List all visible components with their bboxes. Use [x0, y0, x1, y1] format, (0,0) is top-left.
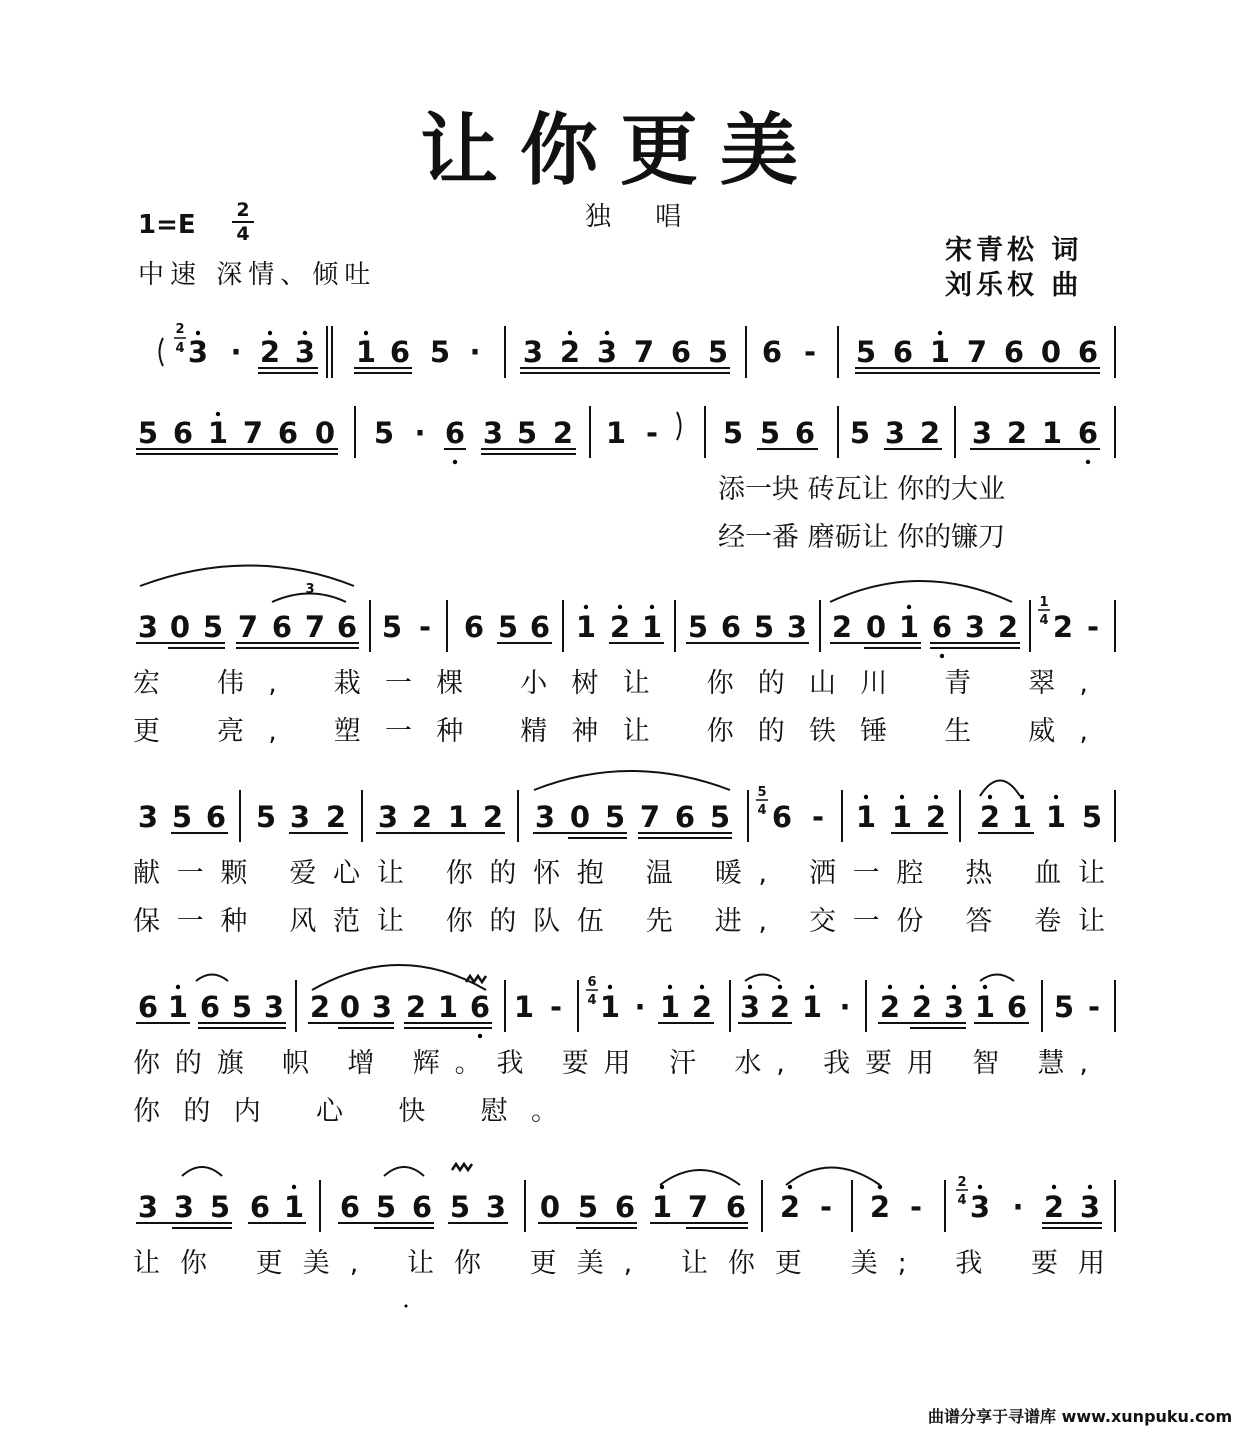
- svg-text:2: 2: [325, 800, 347, 834]
- svg-text:5: 5: [722, 416, 744, 450]
- svg-text:3: 3: [1079, 1190, 1101, 1224]
- svg-text:5: 5: [209, 1190, 231, 1224]
- svg-text:6: 6: [469, 990, 491, 1024]
- svg-text:6: 6: [1003, 335, 1025, 369]
- lyric-line-3-verse-2: 更 亮, 塑一种 精神让 你的铁锤 生 威,: [133, 716, 1089, 747]
- svg-text:5: 5: [381, 610, 403, 644]
- svg-text:6: 6: [614, 1190, 636, 1224]
- svg-text:1: 1: [513, 990, 535, 1024]
- svg-text:2: 2: [831, 610, 853, 644]
- svg-text:1: 1: [1011, 800, 1033, 834]
- svg-text:5: 5: [855, 335, 877, 369]
- time-signature-denominator: 4: [236, 223, 250, 245]
- svg-text:6: 6: [277, 416, 299, 450]
- svg-text:5: 5: [1081, 800, 1103, 834]
- svg-text:4: 4: [757, 803, 767, 818]
- svg-text:1: 1: [891, 800, 913, 834]
- svg-text:6: 6: [463, 610, 485, 644]
- svg-text:5: 5: [375, 1190, 397, 1224]
- lyric-line-4-verse-2: 保一种 风范让 你的队伍 先 进, 交一份 答 卷让: [133, 906, 1105, 937]
- score-system-2: [136, 406, 1115, 464]
- svg-text:2: 2: [997, 610, 1019, 644]
- svg-text:6: 6: [761, 335, 783, 369]
- svg-text:0: 0: [314, 416, 336, 450]
- svg-text:3: 3: [137, 800, 159, 834]
- svg-text:2: 2: [919, 416, 941, 450]
- svg-text:3: 3: [305, 582, 315, 597]
- composer-credit: 刘乐权 曲: [945, 270, 1083, 301]
- svg-text:6: 6: [674, 800, 696, 834]
- svg-text:5: 5: [709, 800, 731, 834]
- svg-text:1: 1: [641, 610, 663, 644]
- svg-text:7: 7: [639, 800, 661, 834]
- svg-text:1: 1: [575, 610, 597, 644]
- svg-text:6: 6: [205, 800, 227, 834]
- svg-text:-: -: [418, 610, 432, 644]
- svg-text:6: 6: [339, 1190, 361, 1224]
- svg-text:5: 5: [753, 610, 775, 644]
- svg-text:2: 2: [869, 1190, 891, 1224]
- svg-text:1: 1: [929, 335, 951, 369]
- svg-text:2: 2: [1006, 416, 1028, 450]
- svg-text:-: -: [909, 1190, 923, 1224]
- svg-text:6: 6: [720, 610, 742, 644]
- svg-text:3: 3: [786, 610, 808, 644]
- svg-text:1: 1: [605, 416, 627, 450]
- svg-text:1: 1: [1039, 595, 1049, 610]
- svg-text:3: 3: [522, 335, 544, 369]
- svg-text:5: 5: [449, 1190, 471, 1224]
- svg-text:3: 3: [173, 1190, 195, 1224]
- svg-text:4: 4: [957, 1193, 967, 1208]
- svg-text:7: 7: [242, 416, 264, 450]
- svg-text:5: 5: [759, 416, 781, 450]
- svg-text:6: 6: [271, 610, 293, 644]
- svg-text:3: 3: [294, 335, 316, 369]
- svg-text:2: 2: [552, 416, 574, 450]
- svg-text:6: 6: [137, 990, 159, 1024]
- svg-text:6: 6: [444, 416, 466, 450]
- svg-text:6: 6: [670, 335, 692, 369]
- svg-text:6: 6: [199, 990, 221, 1024]
- svg-text:6: 6: [931, 610, 953, 644]
- svg-text:3: 3: [377, 800, 399, 834]
- page-title: 让你更美: [419, 106, 820, 196]
- svg-text:1: 1: [437, 990, 459, 1024]
- svg-text:6: 6: [771, 800, 793, 834]
- svg-text:3: 3: [482, 416, 504, 450]
- svg-text:3: 3: [137, 610, 159, 644]
- svg-text:3: 3: [596, 335, 618, 369]
- svg-text:1: 1: [974, 990, 996, 1024]
- svg-text:5: 5: [516, 416, 538, 450]
- svg-text:6: 6: [249, 1190, 271, 1224]
- svg-text:2: 2: [779, 1190, 801, 1224]
- svg-text:5: 5: [255, 800, 277, 834]
- svg-text:7: 7: [633, 335, 655, 369]
- svg-text:6: 6: [172, 416, 194, 450]
- svg-text:1: 1: [447, 800, 469, 834]
- stray-mark: [405, 1305, 408, 1308]
- svg-text:1: 1: [898, 610, 920, 644]
- svg-text:2: 2: [979, 800, 1001, 834]
- svg-text:1: 1: [659, 990, 681, 1024]
- svg-text:2: 2: [769, 990, 791, 1024]
- lyric-line-3-verse-1: 宏 伟, 栽一棵 小树让 你的山川 青 翠,: [133, 668, 1089, 699]
- svg-text:·: ·: [469, 335, 481, 369]
- svg-text:6: 6: [725, 1190, 747, 1224]
- svg-text:2: 2: [559, 335, 581, 369]
- svg-text:5: 5: [687, 610, 709, 644]
- svg-text:3: 3: [371, 990, 393, 1024]
- svg-text:3: 3: [187, 335, 209, 369]
- svg-text:0: 0: [539, 1190, 561, 1224]
- svg-text:1: 1: [1045, 800, 1067, 834]
- svg-text:7: 7: [304, 610, 326, 644]
- svg-text:6: 6: [892, 335, 914, 369]
- svg-text:0: 0: [1040, 335, 1062, 369]
- svg-text:5: 5: [497, 610, 519, 644]
- svg-text:1: 1: [599, 990, 621, 1024]
- svg-text:2: 2: [309, 990, 331, 1024]
- svg-text:6: 6: [794, 416, 816, 450]
- svg-text:·: ·: [414, 416, 426, 450]
- svg-text:2: 2: [259, 335, 281, 369]
- svg-text:3: 3: [884, 416, 906, 450]
- performance-type: 独 唱: [585, 202, 700, 232]
- svg-text:1: 1: [801, 990, 823, 1024]
- lyric-line-6-verse-1: 让你 更美, 让你 更美, 让你更 美; 我 要用: [133, 1248, 1106, 1279]
- lyric-line-2-verse-1: 添一块 砖瓦让 你的大业: [718, 474, 1006, 505]
- svg-text:2: 2: [911, 990, 933, 1024]
- svg-text:4: 4: [587, 993, 597, 1008]
- svg-text:5: 5: [171, 800, 193, 834]
- svg-text:7: 7: [966, 335, 988, 369]
- svg-text:2: 2: [691, 990, 713, 1024]
- svg-text:·: ·: [1012, 1190, 1024, 1224]
- svg-text:3: 3: [971, 416, 993, 450]
- svg-text:5: 5: [231, 990, 253, 1024]
- svg-text:5: 5: [577, 1190, 599, 1224]
- svg-text:5: 5: [137, 416, 159, 450]
- time-signature-numerator: 2: [236, 199, 250, 221]
- score-system-5: [136, 965, 1115, 1038]
- lyric-line-5-verse-1: 你的旗 帜 增 辉。我 要用 汗 水, 我要用 智 慧,: [133, 1048, 1088, 1079]
- svg-text:·: ·: [634, 990, 646, 1024]
- svg-text:3: 3: [485, 1190, 507, 1224]
- tempo-marking: 中速 深情、倾吐: [138, 260, 377, 290]
- svg-text:-: -: [819, 1190, 833, 1224]
- svg-text:3: 3: [534, 800, 556, 834]
- svg-text:3: 3: [739, 990, 761, 1024]
- svg-text:2: 2: [482, 800, 504, 834]
- svg-text:6: 6: [1077, 335, 1099, 369]
- svg-text:-: -: [645, 416, 659, 450]
- score-system-4: [138, 771, 1115, 842]
- svg-text:2: 2: [411, 800, 433, 834]
- svg-text:2: 2: [879, 990, 901, 1024]
- score-system-6: [136, 1164, 1115, 1232]
- svg-text:-: -: [1087, 990, 1101, 1024]
- svg-text:5: 5: [373, 416, 395, 450]
- svg-text:7: 7: [687, 1190, 709, 1224]
- svg-text:6: 6: [336, 610, 358, 644]
- score-system-3: [136, 566, 1115, 659]
- svg-text:2: 2: [175, 322, 185, 337]
- svg-text:5: 5: [707, 335, 729, 369]
- svg-text:5: 5: [202, 610, 224, 644]
- svg-text:-: -: [803, 335, 817, 369]
- svg-text:3: 3: [969, 1190, 991, 1224]
- svg-text:1: 1: [855, 800, 877, 834]
- svg-text:1: 1: [1041, 416, 1063, 450]
- svg-text:6: 6: [1077, 416, 1099, 450]
- svg-text:1: 1: [207, 416, 229, 450]
- svg-text:0: 0: [865, 610, 887, 644]
- svg-text:-: -: [811, 800, 825, 834]
- svg-text:6: 6: [411, 1190, 433, 1224]
- svg-text:·: ·: [230, 335, 242, 369]
- svg-text:3: 3: [263, 990, 285, 1024]
- lyricist-credit: 宋青松 词: [945, 235, 1083, 266]
- lyric-line-5-verse-2: 你的内 心 快 慰。: [133, 1096, 558, 1127]
- svg-text:6: 6: [529, 610, 551, 644]
- lyric-line-2-verse-2: 经一番 磨砺让 你的镰刀: [718, 522, 1006, 553]
- svg-text:5: 5: [757, 785, 767, 800]
- svg-text:2: 2: [925, 800, 947, 834]
- svg-text:0: 0: [339, 990, 361, 1024]
- svg-text:6: 6: [389, 335, 411, 369]
- svg-text:3: 3: [964, 610, 986, 644]
- svg-text:5: 5: [604, 800, 626, 834]
- svg-text:5: 5: [429, 335, 451, 369]
- svg-text:1: 1: [283, 1190, 305, 1224]
- svg-text:4: 4: [1039, 613, 1049, 628]
- svg-text:1: 1: [355, 335, 377, 369]
- svg-text:0: 0: [169, 610, 191, 644]
- svg-text:5: 5: [849, 416, 871, 450]
- svg-text:4: 4: [175, 341, 185, 356]
- svg-text:3: 3: [289, 800, 311, 834]
- svg-text:3: 3: [943, 990, 965, 1024]
- svg-text:0: 0: [569, 800, 591, 834]
- svg-text:3: 3: [137, 1190, 159, 1224]
- lyric-line-4-verse-1: 献一颗 爱心让 你的怀抱 温 暖, 洒一腔 热 血让: [133, 858, 1105, 889]
- svg-text:·: ·: [839, 990, 851, 1024]
- key-signature: 1=E: [138, 210, 196, 240]
- svg-text:-: -: [549, 990, 563, 1024]
- svg-text:6: 6: [1006, 990, 1028, 1024]
- svg-text:6: 6: [587, 975, 597, 990]
- svg-text:2: 2: [957, 1175, 967, 1190]
- svg-text:1: 1: [167, 990, 189, 1024]
- svg-text:2: 2: [609, 610, 631, 644]
- footer-watermark: 曲谱分享于寻谱库 www.xunpuku.com: [928, 1407, 1233, 1426]
- svg-text:2: 2: [1052, 610, 1074, 644]
- svg-text:2: 2: [405, 990, 427, 1024]
- score-system-1: [160, 322, 1116, 378]
- svg-text:-: -: [1086, 610, 1100, 644]
- svg-text:7: 7: [237, 610, 259, 644]
- svg-text:2: 2: [1043, 1190, 1065, 1224]
- svg-text:1: 1: [651, 1190, 673, 1224]
- svg-text:5: 5: [1053, 990, 1075, 1024]
